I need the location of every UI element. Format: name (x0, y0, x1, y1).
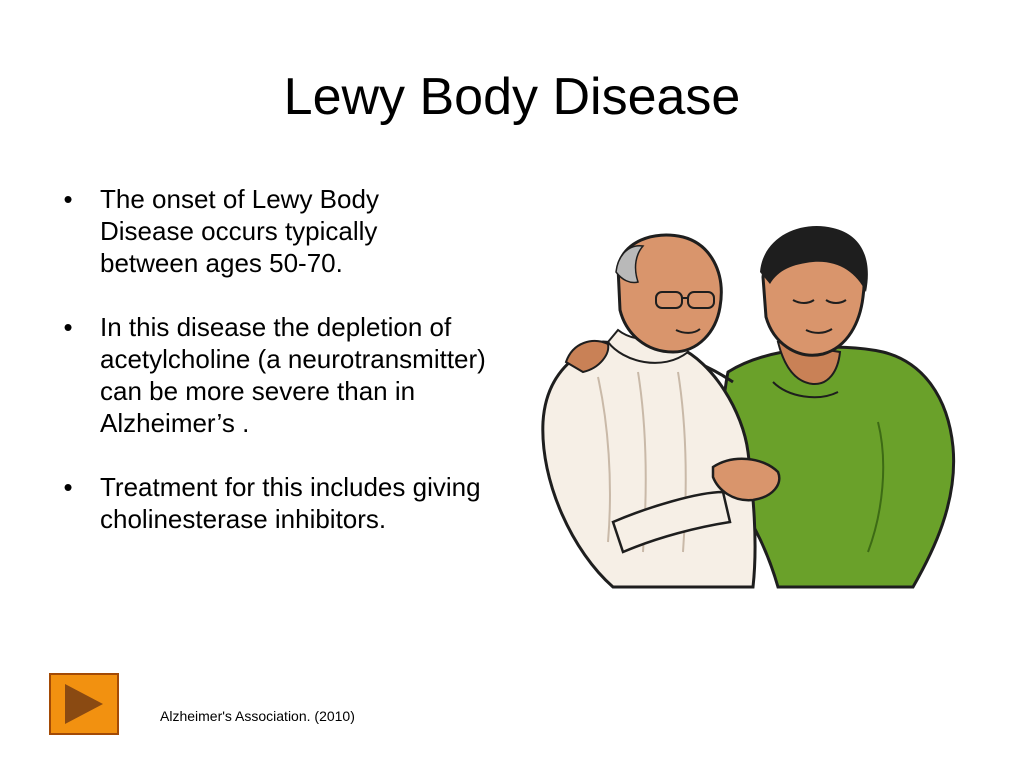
play-button[interactable] (49, 673, 119, 735)
bullet-item (58, 183, 470, 279)
bullet-item (58, 311, 500, 439)
bullet-text: Treatment for this includes giving cholinesterase inhibitors. (100, 472, 481, 534)
citation: Alzheimer's Association. (2010) (160, 708, 355, 724)
caregiver-illustration (538, 222, 960, 594)
bullet-dot: • (63, 312, 73, 342)
bullet-text: In this disease the depletion of acetylcholine (a neurotransmitter) can be more severe than in Alzheimer’s . (100, 312, 486, 438)
play-icon (51, 675, 117, 733)
bullet-dot: • (63, 472, 73, 502)
bullet-dot: • (63, 184, 73, 214)
bullet-list (58, 183, 508, 567)
slide-title: Lewy Body Disease (283, 68, 741, 126)
bullet-text: The onset of Lewy Body Disease occurs typically between ages 50-70. (100, 184, 379, 278)
bullet-item (58, 471, 500, 535)
